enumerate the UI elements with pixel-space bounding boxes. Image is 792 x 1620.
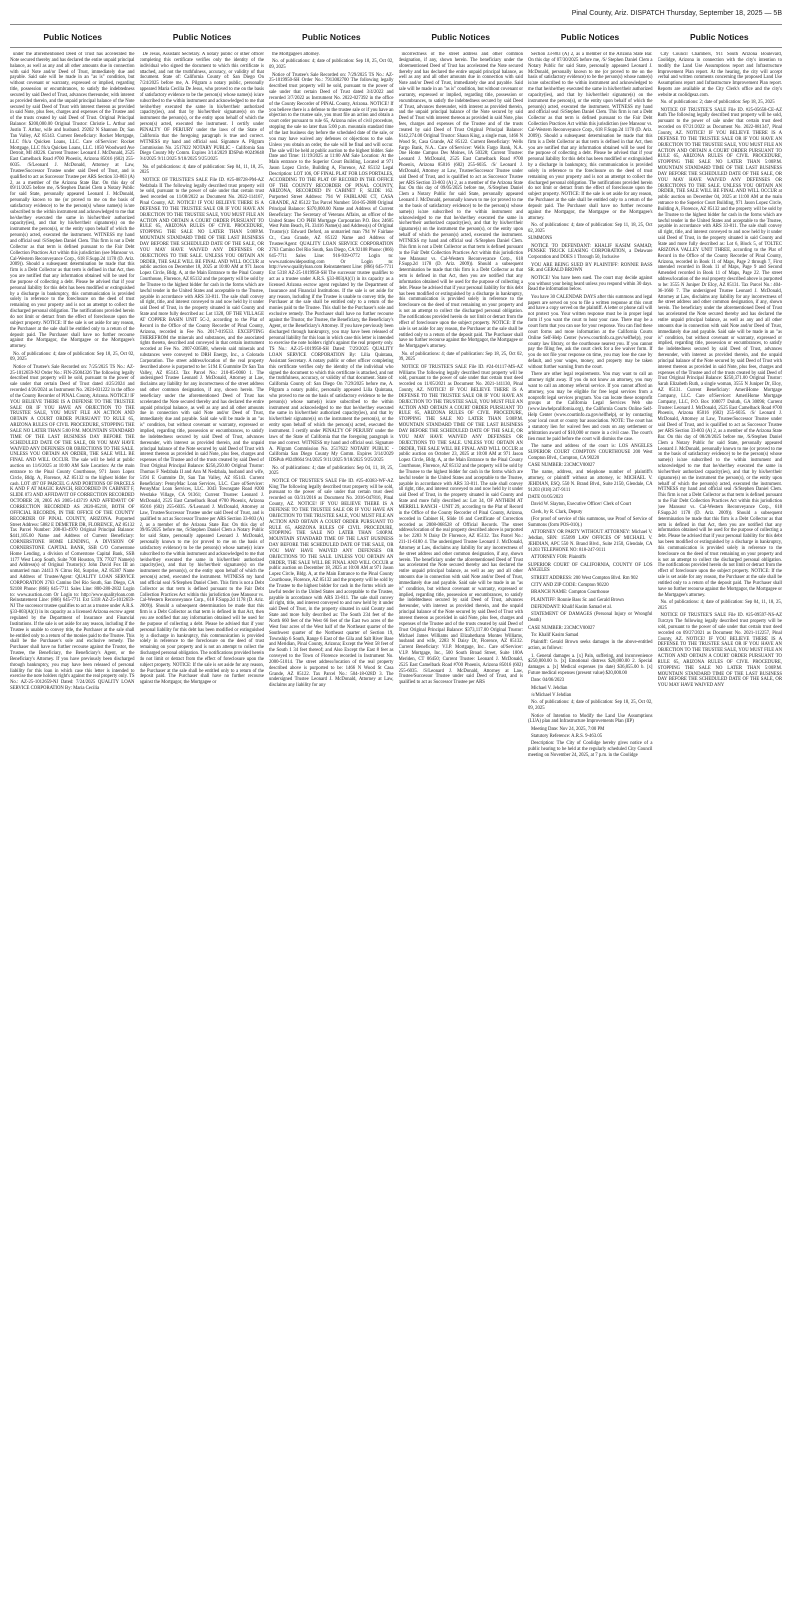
notice-paragraph: No. of publications: 2; date of publication: Sep 18, 25, 2025 xyxy=(660,100,775,106)
top-rule xyxy=(10,24,782,25)
notice-paragraph: There are other legal requirements. You may want to call an attorney right away. If you do not know an attorney, you may want to call an attorney referral service. If you cannot afford an attorney, you may be eligible for free legal services from a nonprofit legal services program. You can locate these nonprofit groups at the California Legal Services Web site (www.lawhelpcalifornia.org), the California Courts Online Self-Help Center (www.courtinfo.ca.gov/selfhelp), or by contacting your local court or county bar association. NOTE: The court has a statutory lien for waived fees and costs on any settlement or arbitration award of $10,000 or more in a civil case. The court's lien must be paid before the court will dismiss the case. xyxy=(528,372,653,442)
notice-paragraph: NOTICE! You have been sued. The court may decide against you without your being heard unless you respond within 30 days. Read the information below. xyxy=(528,275,653,293)
notice-paragraph: NOTICE OF TRUSTEE'S SALE File ID. #25-05658-CE-AZ Ruth The following legally described trust property will be sold, pursuant to the power of sale under that certain trust deed recorded on 07/21/2022 as Document No. 2022-081347, Pinal County, AZ. NOTICE! IF YOU BELIEVE THERE IS A DEFENSE TO THE TRUSTEE SALE OR IF YOU HAVE AN OBJECTION TO THE TRUSTEE SALE, YOU MUST FILE AN ACTION AND OBTAIN A COURT ORDER PURSUANT TO RULE 65, ARIZONA RULES OF CIVIL PROCEDURE, STOPPING THE SALE NO LATER THAN 5:00P.M. MOUNTAIN STANDARD TIME OF THE LAST BUSINESS DAY BEFORE THE SCHEDULED DATE OF THE SALE, OR YOU MAY HAVE WAIVED ANY DEFENSES OR OBJECTIONS TO THE SALE. UNLESS YOU OBTAIN AN ORDER, THE SALE WILL BE FINAL AND WILL OCCUR at public auction on December 04, 2025 at 11:00 AM at the main entrance to the Superior Court Building, 971 Jason Lopez Circle, Building A, Florence, AZ 85132 and the property will be sold by the Trustee to the highest bidder for cash in the forms which are lawful tender in the United States and acceptable to the Trustee, payable in accordance with ARS 33-811. The sale shall convey all right, title, and interest conveyed to and now held by it under said Deed of Trust, in the property situated in said County and State and more fully described as: Lot 6, Block 5, of TOLTEC ARIZONA VALLEY UNIT THREE, according to the Plat of Record in the Office of the County Recorder of Pinal County, Arizona, recorded in Book 11 of Maps, Page 2 through 7, First amended recorded in Book 11 of Maps, Page 9 and Second Amended recorded in Book 11 of Maps, Page 22. The street address/location of the real property described above is purported to be: 3555 N Juniper Dr Eloy, AZ 85131. Tax Parcel No.: 404-06-1660 7. The undersigned Trustee Leonard J. McDonald, Attorney at Law, disclaims any liability for any incorrectness of the street address and other common designation, if any, shown herein. The beneficiary under the aforementioned Deed of Trust has accelerated the Note secured thereby and has declared the entire unpaid principal balance, as well as any and all other amounts due in connection with said Note and/or Deed of Trust, immediately due and payable. Said sale will be made in an "as is" condition, but without covenant or warranty, expressed or implied, regarding title, possession or encumbrances, to satisfy the indebtedness secured by said Deed of Trust, advances thereunder, with interest as provided therein, and the unpaid principal balance of the Note secured by said Deed of Trust with interest thereon as provided in said Note, plus fees, charges and expenses of the Trustee and of the trusts created by said Deed of Trust Original Principal Balance: $250,371.00 Original Trustor: Sarah Elizabeth Ruth, a single woman, 3555 N Juniper Dr, Eloy, AZ 85131. Current Beneficiary: AmeriHome Mortgage Company, LLC. Care of/Servicer: AmeriHome Mortgage Company, LLC, P.O. Box 100077 Duluth, GA 30096; Current Trustee: Leonard J. McDonald, 2525 East Camelback Road #700 Phoenix, Arizona 85016 (602) 255-6035. /S/ Leonard J. McDonald, Attorney at Law, Trustee/Successor Trustee under said Deed of Trust, and is qualified to act as Successor Trustee per ARS Section 33-803 (A) 2, as a member of the Arizona State Bar. On this day of 08/20/2025 before me, /S/Stephen Daniel Clem a Notary Public for said State, personally appeared Leonard J. McDonald, personally known to me (or proved to me on the basis of satisfactory evidence) to be the person(s) whose name(s) is/are subscribed to the within instrument and acknowledged to me that he/she/they executed the same in his/her/their authorized capacity(ies), and that by his/her/their signature(s) on the instrument the person(s), or the entity upon behalf of which the person(s) acted, executed the instrument. WITNESS my hand and official seal /S/Stephen Daniel Clem. This firm is not a Debt Collector as that term is defined pursuant to the Fair Debt Collection Practices Act within this jurisdiction (see Mansour vs. Cal-Western Reconveyance Corp., 618 F.Supp.2d 1178 (D. Ariz. 2009)). Should a subsequent determination be made that this firm is a Debt Collector as that term is defined in that Act, then you are notified that any information obtained will be used for the purpose of collecting a debt. Please be advised that if your personal liability for this debt has been modified or extinguished by a discharge in bankruptcy, this communication is provided solely in reference to the foreclosure on the deed of trust remaining on your property and is not an attempt to collect the discharged personal obligation. The notifications provided herein do not limit or detract from the effect of foreclosure upon the subject property. NOTICE: If the sale is set aside for any reason, the Purchaser at the sale shall be entitled only to a return of the deposit paid. The Purchaser shall have no further recourse against the Mortgagor, the Mortgagee or the Mortgagee's attorney. xyxy=(657,107,782,598)
notice-paragraph: NOTICE OF TRUSTEE'S SALE File ID. #25-40383-WF-AZ King The following legally described trust property will be sold, pursuant to the power of sale under that certain trust deed recorded on 03/31/2016 as Document No. 2016-047816, Pinal County, AZ. NOTICE! IF YOU BELIEVE THERE IS A DEFENSE TO THE TRUSTEE SALE OR IF YOU HAVE AN OBJECTION TO THE TRUSTEE SALE, YOU MUST FILE AN ACTION AND OBTAIN A COURT ORDER PURSUANT TO RULE 65, ARIZONA RULES OF CIVIL PROCEDURE, STOPPING THE SALE NO LATER THAN 5:00P.M. MOUNTAIN STANDARD TIME OF THE LAST BUSINESS DAY BEFORE THE SCHEDULED DATE OF THE SALE, OR YOU MAY HAVE WAIVED ANY DEFENSES OR OBJECTIONS TO THE SALE. UNLESS YOU OBTAIN AN ORDER, THE SALE WILL BE FINAL AND WILL OCCUR at public auction on December 18, 2025 at 10:00 AM at 971 Jason Lopez Circle, Bldg. A, at the Main Entrance to the Pinal County Courthouse, Florence, AZ 85132 and the property will be sold by the Trustee to the highest bidder for cash in the forms which are lawful tender in the United States and acceptable to the Trustee, payable in accordance with ARS 33-811. The sale shall convey all right, title, and interest conveyed to and now held by it under said Deed of Trust, in the property situated in said County and State and more fully described as: The South 234 feet of the North 660 feet of the West 66 feet of the East two acres of the West four acres of the West half of the Northeast quarter of the Southwest quarter of the Northeast quarter of Section 19, Township 6 South, Range 6 East of the Gila and Salt River Base and Meridian, Pinal County, Arizona; Except the West 58 feet of the South 1 34 feet thereof; and Also Except the East 8 feet as conveyed to the Town of Florence recorded in Instrument No. 2000-51014. The street address/location of the real property described above is purported to be: 1466 N Wood St Casa Grande, AZ 85122. Tax Parcel No.: 504-18-028D 3. The undersigned Trustee Leonard J. McDonald, Attorney at Law, disclaims any liability for any xyxy=(269,478,394,689)
notice-paragraph: No. of publications: 4; date of publication: Sep 18, 25, Oct 02, 09, 2025 xyxy=(398,351,523,363)
notice-paragraph: SUPERIOR COURT OF CALIFORNIA, COUNTY OF LOS ANGELES xyxy=(528,562,653,574)
notice-paragraph: No. of publications: 4; date of publication: Sep 04, 11, 18, 25, 2025 xyxy=(269,465,394,477)
notice-paragraph: DATE 01/05/2023 xyxy=(528,495,563,501)
notice-paragraph: CASE NUMBER: 23CMCV00027 xyxy=(528,625,595,631)
notice-paragraph: under the aforementioned Deed of Trust has accelerated the Note secured thereby and has declared the entire unpaid principal balance, as well as any and all other amounts due in connection with said Note and/or Deed of Trust, immediately due and payable. Said sale will be made in an "as is" condition, but without covenant or warranty, expressed or implied, regarding title, possession or encumbrances, to satisfy the indebtedness secured by said Deed of Trust, advances thereunder, with interest as provided therein, and the unpaid principal balance of the Note secured by said Deed of Trust with interest thereon as provided in said Note, plus fees, charges and expenses of the Trustee and of the trusts created by said Deed of Trust. Original Principal Balance: $200,000.00 Original Trustor: Christie L. Arthur and Justin T. Arthur, wife and husband. 29202 N Shannon Dr, San Tan Valley, AZ 85143. Current Beneficiary: Rocket Mortgage, LLC f/k/a Quicken Loans, LLC. Care of/Servicer: Rocket Mortgage, LLC f/k/a Quicken Loans, LLC. 1050 Woodward Ave Detroit, MI 48226. Current Trustee: Leonard J. McDonald, 2525 East Camelback Road #700 Phoenix, Arizona 85016 (602) 255-6035. /S/Leonard J. McDonald, Attorney at Law, Trustee/Successor Trustee under said Deed of Trust, and is qualified to act as Successor Trustee per ARS Section 33-803 (A) 2, as a member of the Arizona State Bar. On this day of 09/11/2025 before me, /S/Stephen Daniel Clem a Notary Public for said State, personally appeared Leonard J. McDonald, personally known to me (or proved to me on the basis of satisfactory evidence) to be the person(s) whose name(s) is/are subscribed to the within instrument and acknowledged to me that he/she/they executed the same in his/her/their authorized capacity(ies), and that by his/her/their signature(s) on the instrument the person(s), or the entity upon behalf of which the person(s) acted, executed the instrument. WITNESS my hand and official seal /S/Stephen Daniel Clem. This firm is not a Debt Collector as that term is defined pursuant to the Fair Debt Collection Practices Act within this jurisdiction (see Mansour vs. Cal-Western Reconveyance Corp., 618 F.Supp.2d 1178 (D. Ariz. 2009)). Should a subsequent determination be made that this firm is a Debt Collector as that term is defined in that Act, then you are notified that any information obtained will be used for the purpose of collecting a debt. Please be advised that if your personal liability for this debt has been modified or extinguished by a discharge in bankruptcy, this communication is provided solely in reference to the foreclosure on the deed of trust remaining on your property and is not an attempt to collect the discharged personal obligation. The notifications provided herein do not limit or detract from the effect of foreclosure upon the subject property. NOTICE: If the sale is set aside for any reason, the Purchaser at the sale shall be entitled only to a return of the deposit paid. The Purchaser shall have no further recourse against the Mortgagor, the Mortgagee or the Mortgagee's attorney. xyxy=(10,52,135,350)
notice-paragraph: No. of publications: 4; date of publication: Sep 11, 18, 25, Oct 02, 2025 xyxy=(528,222,653,234)
running-head: Pinal County, Ariz. DISPATCH Thursday, September 18, 2025 — 5B xyxy=(571,10,782,17)
section-label: Public Notices xyxy=(690,32,749,42)
notice-paragraph: Notice of Trustee's Sale Recorded on: 7/25/2025 TS No.: AZ-25-1012659-NJ Order No.: FIN-25004326 The following legally described trust property will be sold, pursuant to the power of sale under that certain Deed of Trust dated 4/25/2024 and recorded 4/26/2024 as Instrument No. 2024-031222 in the office of the County Recorder of PINAL County, Arizona. NOTICE! IF YOU BELIEVE THERE IS A DEFENSE TO THE TRUSTEE SALE OR IF YOU HAVE AN OBJECTION TO THE TRUSTEE SALE, YOU MUST FILE AN ACTION AND OBTAIN A COURT ORDER PURSUANT TO RULE 65, ARIZONA RULES OF CIVIL PROCEDURE, STOPPING THE SALE NO LATER THAN 5:00 P.M. MOUNTAIN STANDARD TIME OF THE LAST BUSINESS DAY BEFORE THE SCHEDULED DATE OF THE SALE, OR YOU MAY HAVE WAIVED ANY DEFENSES OR OBJECTIONS TO THE SALE. UNLESS YOU OBTAIN AN ORDER, THE SALE WILL BE FINAL AND WILL OCCUR. The sale will be held at public auction on 11/6/2025 at 10:00 AM Sale Location: At the main entrance to the Pinal County Courthouse, 971 Jason Lopez Circle, Bldg. A, Florence, AZ 85132 to the highest bidder for cash. LOT 497 OF PARCEL G AND PORTIONS OF PARCELS K AND F AT MAGIC RANCH, RECORDED IN CABINET F, SLIDE 073 AND AFFIDAVIT OF CORRECTION RECORDED OCTOBER 20, 2005 AS 2005-143719 AND AFFIDAVIT OF CORRECTION RECORDED AS 2020-85218, BOTH OF OFFICIAL RECORDS, IN THE OFFICE OF THE COUNTY RECORDER OF PINAL COUNTY, ARIZONA. Purported Street Address: 5882 E DEMETER DR, FLORENCE, AZ 85132 Tax Parcel Number: 200-03-4970 Original Principal Balance: $441,105.00 Name and Address of Current Beneficiary: CORNERSTONE HOME LENDING, A DIVISION OF CORNERSTONE CAPITAL BANK, SSB C/O Cornerstone Home Lending, a division of Cornerstone Capital Bank, SSB 1177 West Loop South, Suite 700 Houston, TX 77027 Name(s) and Address(s) of Original Trustor(s): John David Fox III an unmarried man 24413 N Citrus Rd, Surprise, AZ 85387 Name and Address of Trustee/Agent: QUALITY LOAN SERVICE CORPORATION 2763 Camino Del Rio South, San Diego, CA 92108 Phone: (866) 645-7711 Sales Line: 800-280-2832 Login to: www.auction.com Or Login to: http://www.qualityloan.com Reinstatement Line: (866) 645-7711 Ext 5318 AZ-25-1012659-NJ The successor trustee qualifies to act as a trustee under A.R.S. §33-803(A)(1) in its capacity as a licensed Arizona escrow agent regulated by the Department of Insurance and Financial Institutions. If the sale is set aside for any reason, including if the Trustee is unable to convey title, the Purchaser at the sale shall be entitled only to a return of the monies paid to the Trustee. This shall be the Purchaser's sole and exclusive remedy. The Purchaser shall have no further recourse against the Trustor, the Trustee, the Beneficiary, the Beneficiary's Agent, or the Beneficiary's Attorney. If you have previously been discharged through bankruptcy, you may have been released of personal liability for this loan in which case this letter is intended to exercise the note holders right's against the real property only. TS No.: AZ-25-1012659-NJ Dated: 7/24/2025 QUALITY LOAN SERVICE CORPORATION By: Maria Cecilia xyxy=(10,364,135,692)
notice-paragraph: STATEMENT OF DAMAGES (Personal Injury or Wrongful Death) xyxy=(528,612,653,624)
notice-paragraph: You have 30 CALENDAR DAYS after this summons and legal papers are served on you to file a written response at this court and have a copy served on the plaintiff. A letter or phone call will not protect you. Your written response must be in proper legal form if you want the court to hear your case. There may be a court form that you can use for your response. You can find these court forms and more information at the California Courts Online Self-Help Center (www.courtinfo.ca.gov/selfhelp), your county law library, or the courthouse nearest you. If you cannot pay the filing fee, ask the court clerk for a fee waiver form. If you do not file your response on time, you may lose the case by default, and your wages, money, and property may be taken without further warning from the court. xyxy=(528,294,653,370)
notice-paragraph: (For proof of service of this summons, use Proof of Service of Summons (form POS-010).) xyxy=(528,517,653,528)
section-label: Public Notices xyxy=(431,32,490,42)
notice-paragraph: PLAINTIFF: Ronnie Bass Sr. and Gerald Brown xyxy=(531,597,624,603)
notice-paragraph: No. of publications: 4; date of publication: Sep 18, 25, Oct 02, 09, 2025 xyxy=(528,700,653,712)
notice-paragraph: Description: The City of Coolidge hereby gives notice of a public hearing to be held at the regularly scheduled City Council meeting on November 24, 2025, at 7 p.m. in the Coolidge xyxy=(528,741,653,759)
notice-paragraph: Clerk, by R. Clark, Deputy xyxy=(531,509,583,515)
notice-column xyxy=(140,52,265,1612)
notice-paragraph: NOTICE OF TRUSTEE'S SALE File ID. #25-09597-NS-AZ Turczyn The following legally described trust property will be sold, pursuant to the power of sale under that certain trust deed recorded on 09/27/2021 as Document No. 2021-112257, Pinal County, AZ. NOTICE! IF YOU BELIEVE THERE IS A DEFENSE TO THE TRUSTEE SALE OR IF YOU HAVE AN OBJECTION TO THE TRUSTEE SALE, YOU MUST FILE AN ACTION AND OBTAIN A COURT ORDER PURSUANT TO RULE 65, ARIZONA RULES OF CIVIL PROCEDURE, STOPPING THE SALE NO LATER THAN 5:00P.M. MOUNTAIN STANDARD TIME OF THE LAST BUSINESS DAY BEFORE THE SCHEDULED DATE OF THE SALE, OR YOU MAY HAVE WAIVED ANY xyxy=(657,613,782,689)
notice-paragraph: /s/Michael V Jehdian xyxy=(531,693,572,699)
notice-paragraph: No. of publications: 4; date of publication: Sep 18, 25, Oct 02, 09, 2025 xyxy=(10,351,135,363)
section-label: Public Notices xyxy=(43,32,102,42)
notice-paragraph: CASE NUMBER: 23CMCV00027 xyxy=(528,462,595,468)
notice-paragraph: the Mortgagee's attorney. xyxy=(272,52,320,57)
header-rule xyxy=(10,47,782,48)
notice-paragraph: David W. Slayton, Executive Officer/ Clerk of Court xyxy=(531,502,632,508)
notice-paragraph: ATTORNEY FOR: Plaintiffs xyxy=(531,555,587,561)
section-header-row xyxy=(10,28,782,46)
notice-paragraph: Section 33-803 (A) 2, as a member of the Arizona State Bar. On this day of 07/30/2025 before me, /S/ Stephen Daniel Clem a Notary Public for said State, personally appeared Leonard J. McDonald, personally known to me (or proved to me on the basis of satisfactory evidence) to be the person(s) whose name(s) is/are subscribed to the within instrument and acknowledged to me that he/she/they executed the same in his/her/their authorized capacity(ies), and that by his/her/their signature(s) on the instrument the person(s), or the entity upon behalf of which the person(s) acted, executed the instrument. WITNESS my hand and official seal /S/Stephen Daniel Clem. This firm is not a Debt Collector as that term is defined pursuant to the Fair Debt Collection Practices Act within this jurisdiction (see Mansour vs. Cal-Western Reconveyance Corp., 618 F.Supp.2d 1178 (D. Ariz. 2009)). Should a subsequent determination be made that this firm is a Debt Collector as that term is defined in that Act, then you are notified that any information obtained will be used for the purpose of collecting a debt. Please be advised that if your personal liability for this debt has been modified or extinguished by a discharge in bankruptcy, this communication is provided solely in reference to the foreclosure on the deed of trust remaining on your property and is not an attempt to collect the discharged personal obligation. The notifications provided herein do not limit or detract from the effect of foreclosure upon the subject property. NOTICE: If the sale is set aside for any reason, the Purchaser at the sale shall be entitled only to a return of the deposit paid. The Purchaser shall have no further recourse against the Mortgagor, the Mortgagee or the Mortgagee's attorney. xyxy=(528,52,653,221)
notice-paragraph: Meeting Date: Nov 24, 2025, 7:00 PM xyxy=(531,726,605,732)
notice-paragraph: DEFENDANT: Khalif Kasim Samad et al. xyxy=(531,605,613,611)
notice-paragraph: CITY AND ZIP CODE: Compton 90220 xyxy=(531,583,609,589)
notice-paragraph: Date: 04/06/2023 xyxy=(531,678,565,684)
notice-paragraph: No. of publications: 4; date of publication: Sep 04, 11, 18, 25, 2025 xyxy=(139,164,264,176)
notice-paragraph: To: Khalif Kasim Samad xyxy=(531,632,579,638)
notice-paragraph: The name and address of the court is: LOS ANGELES SUPERIOR COURT COMPTON COURTHOUSE 200 West Compton Blvd., Compton, CA 90220 xyxy=(528,443,653,461)
notice-paragraph: NOTICE TO DEFENDANT: KHALIF KASIM SAMAD; PENSKE TRUCK LEASING CORPORATION, a Delaware Corporation and DOES 1 Through 50, Inclusive xyxy=(528,243,653,261)
notice-paragraph: ATTORNEY OR PARTY WITHOUT ATTORNEY: Michael V. Jehdian, SBN: 155099 LAW OFFICES OF MICHAEL V. JEHDIAN, APC 550 N. Brand Blvd., Suite 2150, Glendale, CA 91203 TELEPHONE NO: 818-247-9111 xyxy=(528,530,653,553)
section-label: Public Notices xyxy=(172,32,232,42)
notice-paragraph: No. of publications: 4; date of publication: Sep 18, 25, Oct 02, 09, 2025 xyxy=(269,59,394,71)
notice-column xyxy=(269,52,394,1612)
notice-column xyxy=(528,52,653,1612)
notice-paragraph: De Jesus, Assistant Secretary. A notary public or other officer completing this certificate verifies only the identity of the individual who signed the document to which this certificate is attached, and not the truthfulness, accuracy, or validity of that document. State of: California County of: San Diego On 7/24/2025 before me, A. Pilgram a notary public, personally appeared Maria Cecilia De Jesus, who proved to me on the basis of satisfactory evidence to be the person(s) whose name(s) is/are subscribed to the within instrument and acknowledged to me that he/she/they executed the same in his/her/their authorized capacity(ies), and that by his/her/their signature(s) on the instrument the person(s), or the entity upon behalf of which the person(s) acted, executed the instrument. I certify under PENALTY OF PERJURY under the laws of the State of California that the foregoing paragraph is true and correct. WITNESS my hand and official seal. Signature A. Pilgram Commission No. 2517622 NOTARY PUBLIC - California San Diego County My Comm. Expires 3/14/2029 IDSPub #0249648 9/4/2025 9/11/2025 9/18/2025 9/25/2025 xyxy=(139,52,264,163)
notice-paragraph: The name, address, and telephone number of plaintiff's attorney, or plaintiff without an attorney, is: MICHAEL V. JEHDIAN, ESQ. 550 N. Brand Blvd., Suite 2150, Glendale, CA 91203 (818) 247-9111 xyxy=(528,470,653,493)
section-label: Public Notices xyxy=(302,32,361,42)
notice-column xyxy=(658,52,783,1612)
notice-paragraph: Notice of Intention to Modify the Land Use Assumptions (LUA) plan and Infrastructure Improvements Plan (IIP) xyxy=(528,713,653,725)
notice-paragraph: Notice of Trustee's Sale Recorded on: 7/29/2025 TS No.: AZ-25-1019950-SH Order No.: 7913002700 The following legally described trust property will be sold, pursuant to the power of sale under that certain Deed of Trust dated 3/4/2022 and recorded 3/7/2022 as Instrument No. 2022-027392 in the office of the County Recorder of PINAL County, Arizona. NOTICE! If you believe there is a defense to the trustee sale or if you have an objection to the trustee sale, you must file an action and obtain a court order pursuant to rule 65, Arizona rules of civil procedure, stopping the sale no later than 5:00 p.m. mountain standard time of the last business day before the scheduled date of the sale, or you may have waived any defenses or objections to the sale. Unless you obtain an order, the sale will be final and will occur. The sale will be held at public auction to the highest bidder. Sale Date and Time: 11/19/2025 at 11:00 AM Sale Location: At the Main entrance to the Superior Court Building, Located at 971 Jason Lopez Circle, Building A, Florence, AZ 85132 Legal Description: LOT 106, OF FINAL PLAT FOR LOS PORTALES, ACCORDING TO THE PLAT OF RECORD IN THE OFFICE OF THE COUNTY RECORDER OF PINAL COUNTY, ARIZONA, RECORDED IN CABINET F, SLIDE 162. Purported Street Address: 794 W FAIRLANE CT, CASA GRANDE, AZ 85122 Tax Parcel Number: 504-05-2880 Original Principal Balance: $370,000.00 Name and Address of Current Beneficiary: The Secretary of Veterans Affairs, an officer of the United States C/O PHH Mortgage Corporation P.O. Box 24605 West Palm Beach, FL 33416 Name(s) and Address(s) of Original Trustor(s): Edward Deford, an unmarried man 794 W Fairlane Ct., Casa Grande, AZ 85122 Name and Address of Trustee/Agent: QUALITY LOAN SERVICE CORPORATION 2763 Camino Del Rio South, San Diego, CA 92108 Phone: (866) 645-7711 Sales Line: 916-939-0772 Login to: www.nationwideposting.com Or Login to: http://www.qualityloan.com Reinstatement Line: (866) 645-7711 Ext 5318 AZ-25-1019950-SH The successor trustee qualifies to act as a trustee under A.R.S. §33-803(A)(1) in its capacity as a licensed Arizona escrow agent regulated by the Department of Insurance and Financial Institutions. If the sale is set aside for any reason, including if the Trustee is unable to convey title, the Purchaser at the sale shall be entitled only to a return of the monies paid to the Trustee. This shall be the Purchaser's sole and exclusive remedy. The Purchaser shall have no further recourse against the Trustor, the Trustee, the Beneficiary, the Beneficiary's Agent, or the Beneficiary's Attorney. If you have previously been discharged through bankruptcy, you may have been released of personal liability for this loan in which case this letter is intended to exercise the note holders right's against the real property only. TS No.: AZ-25-1019950-SH Dated: 7/29/2025 QUALITY LOAN SERVICE CORPORATION By: Lilia Quintana, Assistant Secretary. A notary public or other officer completing this certificate verifies only the identity of the individual who signed the document to which this certificate is attached, and not the truthfulness, accuracy, or validity of that document. State of: California County of: San Diego On 7/29/2025 before me, A. Pilgram a notary public, personally appeared Lilia Quintana, who proved to me on the basis of satisfactory evidence to be the person(s) whose name(s) is/are subscribed to the within instrument and acknowledged to me that he/she/they executed the same in his/her/their authorized capacity(ies), and that by his/her/their signature(s) on the instrument the person(s), or the entity upon behalf of which the person(s) acted, executed the instrument. I certify under PENALTY OF PERJURY under the laws of the State of California that the foregoing paragraph is true and correct. WITNESS my hand and official seal. Signature A. Pilgram Commission No. 2517622 NOTARY PUBLIC - California San Diego County My Comm. Expires 3/14/2029 IDSPub #0249664 9/4/2025 9/11/2025 9/18/2025 9/25/2025 xyxy=(269,72,394,464)
notice-paragraph: Plaintiff: Gerald Brown seeks damages in the above-entitled action, as follows: xyxy=(528,640,653,652)
notice-column xyxy=(399,52,524,1612)
notice-paragraph: SUMMONS xyxy=(528,236,553,242)
notice-paragraph: STREET ADDRESS: 200 West Compton Blvd. Rm 902 xyxy=(531,575,638,581)
section-label: Public Notices xyxy=(560,32,620,42)
notice-paragraph: 1. General damages a. [x] Pain, suffering, and inconvenience $250,000.00 b. [x] Emotional distress $20,000.00 2. Special damages a. [x] Medical expenses (to date) $36,855.00 b. [x] Future medical expenses (present value) $20,000.00 xyxy=(528,653,653,677)
notice-paragraph: BRANCH NAME: Compton Courthouse xyxy=(531,590,610,596)
notice-paragraph: Michael V. Jehdian xyxy=(531,685,568,691)
notice-column xyxy=(10,52,135,1612)
notice-paragraph: incorrectness of the street address and other common designation, if any, shown herein. The beneficiary under the aforementioned Deed of Trust has accelerated the Note secured thereby and has declared the entire unpaid principal balance, as well as any and all other amounts due in connection with said Note and/or Deed of Trust, immediately due and payable. Said sale will be made in an "as is" condition, but without covenant or warranty, expressed or implied, regarding title, possession or encumbrances, to satisfy the indebtedness secured by said Deed of Trust, advances thereunder, with interest as provided therein, and the unpaid principal balance of the Note secured by said Deed of Trust with interest thereon as provided in said Note, plus fees, charges and expenses of the Trustee and of the trusts created by said Deed of Trust Original Principal Balance: $142,274.00 Original Trustor: Shaun King, a single man, 1466 N Wood St, Casa Grande, AZ 85122. Current Beneficiary: Wells Fargo Bank, N.A.. Care of/Servicer: Wells Fargo Bank, N.A. One Home Campus Des Moines, IA 50328; Current Trustee: Leonard J. McDonald, 2525 East Camelback Road #700 Phoenix, Arizona 85016 (602) 255-6035. /S/ Leonard J. McDonald, Attorney at Law, Trustee/Successor Trustee under said Deed of Trust, and is qualified to act as Successor Trustee per ARS Section 33-803 (A) 2, as a member of the Arizona State Bar. On this day of 09/05/2025 before me, /S/Stephen Daniel Clem a Notary Public for said State, personally appeared Leonard J. McDonald, personally known to me (or proved to me on the basis of satisfactory evidence) to be the person(s) whose name(s) is/are subscribed to the within instrument and acknowledged to me that he/she/they executed the same in his/her/their authorized capacity(ies), and that by his/her/their signature(s) on the instrument the person(s), or the entity upon behalf of which the person(s) acted, executed the instrument. WITNESS my hand and official seal /S/Stephen Daniel Clem. This firm is not a Debt Collector as that term is defined pursuant to the Fair Debt Collection Practices Act within this jurisdiction (see Mansour vs. Cal-Western Reconveyance Corp., 618 F.Supp.2d 1178 (D. Ariz. 2009)). Should a subsequent determination be made that this firm is a Debt Collector as that term is defined in that Act, then you are notified that any information obtained will be used for the purpose of collecting a debt. Please be advised that if your personal liability for this debt has been modified or extinguished by a discharge in bankruptcy, this communication is provided solely in reference to the foreclosure on the deed of trust remaining on your property and is not an attempt to collect the discharged personal obligation. The notifications provided herein do not limit or detract from the effect of foreclosure upon the subject property. NOTICE: If the sale is set aside for any reason, the Purchaser at the sale shall be entitled only to a return of the deposit paid. The Purchaser shall have no further recourse against the Mortgagor, the Mortgagee or the Mortgagee's attorney. xyxy=(398,52,523,350)
notice-paragraph: NOTICE OF TRUSTEE'S SALE File ID. #25-08728-PM-AZ Nedzbala II The following legally described trust property will be sold, pursuant to the power of sale under that certain trust deed recorded on 11/08/2022 as Document No. 2022-114167, Pinal County, AZ. NOTICE! IF YOU BELIEVE THERE IS A DEFENSE TO THE TRUSTEE SALE OR IF YOU HAVE AN OBJECTION TO THE TRUSTEE SALE, YOU MUST FILE AN ACTION AND OBTAIN A COURT ORDER PURSUANT TO RULE 65, ARIZONA RULES OF CIVIL PROCEDURE, STOPPING THE SALE NO LATER THAN 5:00P.M. MOUNTAIN STANDARD TIME OF THE LAST BUSINESS DAY BEFORE THE SCHEDULED DATE OF THE SALE, OR YOU MAY HAVE WAIVED ANY DEFENSES OR OBJECTIONS TO THE SALE. UNLESS YOU OBTAIN AN ORDER, THE SALE WILL BE FINAL AND WILL OCCUR at public auction on December 18, 2025 at 10:00 AM at 971 Jason Lopez Circle, Bldg. A, at the Main Entrance to the Pinal County Courthouse, Florence, AZ 85132 and the property will be sold by the Trustee to the highest bidder for cash in the forms which are lawful tender in the United States and acceptable to the Trustee, payable in accordance with ARS 33-811. The sale shall convey all right, title, and interest conveyed to and now held by it under said Deed of Trust, in the property situated in said County and State and more fully described as: Lot 1328, OF THE VILLAGE AT COPPER BASIN UNIT 5C-2, according to the Plat of Record in the Office of the County Recorder of Pinal County, Arizona, recorded in Fee No. 2017-019533. EXCEPTING THEREFROM the minerals and substances, and the associated rights thereto, described and conveyed in that certain instrument recorded at Fee No. 2007-036588, wherein said minerals and substances were conveyed to DRH Energy, Inc., a Colorado Corporation. The street address/location of the real property described above is purported to be: 5194 E Gummite Dr San Tan Valley, AZ 85143. Tax Parcel No.: 210-85-0060 1. The undersigned Trustee Leonard J. McDonald, Attorney at Law, disclaims any liability for any incorrectness of the street address and other common designation, if any, shown herein. The beneficiary under the aforementioned Deed of Trust has accelerated the Note secured thereby and has declared the entire unpaid principal balance, as well as any and all other amounts due in connection with said Note and/or Deed of Trust, immediately due and payable. Said sale will be made in an "as is" condition, but without covenant or warranty, expressed or implied, regarding title, possession or encumbrances, to satisfy the indebtedness secured by said Deed of Trust, advances thereunder, with interest as provided therein, and the unpaid principal balance of the Note secured by said Deed of Trust with interest thereon as provided in said Note, plus fees, charges and expenses of the Trustee and of the trusts created by said Deed of Trust Original Principal Balance: $256,250.00 Original Trustor: Thomas F Nedzbala II and Ann M Nedzbala, husband and wife, 5194 E Gummite Dr, San Tan Valley, AZ 85143. Current Beneficiary: PennyMac Loan Services, LLC. Care of/Servicer: PennyMac Loan Services, LLC. 3043 Townsgate Road #200 Westlake Village, CA 91361; Current Trustee: Leonard J. McDonald, 2525 East Camelback Road #700 Phoenix, Arizona 85016 (602) 255-6035. /S/Leonard J. McDonald, Attorney at Law, Trustee/Successor Trustee under said Deed of Trust, and is qualified to act as Successor Trustee per ARS Section 33-803 (A) 2, as a member of the Arizona State Bar. On this day of 09/05/2025 before me, /S/Stephen Daniel Clem a Notary Public for said State, personally appeared Leonard J. McDonald, personally known to me (or proved to me on the basis of satisfactory evidence) to be the person(s) whose name(s) is/are subscribed to the within instrument and acknowledged to me that he/she/they executed the same in his/her/their authorized capacity(ies), and that by his/her/their signature(s) on the instrument the person(s), or the entity upon behalf of which the person(s) acted, executed the instrument. WITNESS my hand and official seal /S/Stephen Daniel Clem. This firm is not a Debt Collector as that term is defined pursuant to the Fair Debt Collection Practices Act within this jurisdiction (see Mansour vs. Cal-Western Reconveyance Corp., 618 F.Supp.2d 1178 (D. Ariz. 2009)). Should a subsequent determination be made that this firm is a Debt Collector as that term is defined in that Act, then you are notified that any information obtained will be used for the purpose of collecting a debt. Please be advised that if your personal liability for this debt has been modified or extinguished by a discharge in bankruptcy, this communication is provided solely in reference to the foreclosure on the deed of trust remaining on your property and is not an attempt to collect the discharged personal obligation. The notifications provided herein do not limit or detract from the effect of foreclosure upon the subject property. NOTICE: If the sale is set aside for any reason, the Purchaser at the sale shall be entitled only to a return of the deposit paid. The Purchaser shall have no further recourse against the Mortgagor, the Mortgagee or xyxy=(139,177,264,686)
notice-paragraph: YOU ARE BEING SUED BY PLAINTIFF: RONNIE BASS SR. and GERALD BROWN xyxy=(528,262,653,274)
notice-paragraph: City Council Chambers, 911 South Arizona Boulevard, Coolidge, Arizona in connection with the city's intention to modify the Land Use Assumptions report and Infrastructure Improvement Plan report. At the hearing, the city will accept verbal and written comments concerning the proposed Land Use Assumptions report and Infrastructure Improvement Plan report. Reports are available at the City Clerk's office and the city's website at coolidgeaz.com. xyxy=(657,52,782,98)
notice-columns xyxy=(10,52,782,1612)
notice-paragraph: NOTICE OF TRUSTEE'S SALE File ID. #24-01117-MS-AZ Williams The following legally described trust property will be sold, pursuant to the power of sale under that certain trust deed recorded on 11/05/2021 as Document No. 2021-141130, Pinal County, AZ. NOTICE! IF YOU BELIEVE THERE IS A DEFENSE TO THE TRUSTEE SALE OR IF YOU HAVE AN OBJECTION TO THE TRUSTEE SALE, YOU MUST FILE AN ACTION AND OBTAIN A COURT ORDER PURSUANT TO RULE 65, ARIZONA RULES OF CIVIL PROCEDURE, STOPPING THE SALE NO LATER THAN 5:00P.M. MOUNTAIN STANDARD TIME OF THE LAST BUSINESS DAY BEFORE THE SCHEDULED DATE OF THE SALE, OR YOU MAY HAVE WAIVED ANY DEFENSES OR OBJECTIONS TO THE SALE. UNLESS YOU OBTAIN AN ORDER, THE SALE WILL BE FINAL AND WILL OCCUR at public auction on October 23, 2025 at 10:00 AM at 971 Jason Lopez Circle, Bldg. A, at the Main Entrance to the Pinal County Courthouse, Florence, AZ 85132 and the property will be sold by the Trustee to the highest bidder for cash in the forms which are lawful tender in the United States and acceptable to the Trustee, payable in accordance with ARS 33-811. The sale shall convey all right, title, and interest conveyed to and now held by it under said Deed of Trust, in the property situated in said County and State and more fully described as: Lot 34, OF ANTHEM AT MERRILL RANCH - UNIT 29, according to the Plat of Record in the Office of the County Recorder of Pinal County, Arizona, recorded in Cabinet H, Slide 16 and Certificate of Correction recorded as 2008-068528 of Official Records. The street address/location of the real property described above is purported to be: 2283 N Daisy Dr Florence, AZ 85132. Tax Parcel No.: 211-11-6180 4. The undersigned Trustee Leonard J. McDonald, Attorney at Law, disclaims any liability for any incorrectness of the street address and other common designation, if any, shown herein. The beneficiary under the aforementioned Deed of Trust has accelerated the Note secured thereby and has declared the entire unpaid principal balance, as well as any and all other amounts due in connection with said Note and/or Deed of Trust, immediately due and payable. Said sale will be made in an "as is" condition, but without covenant or warranty, expressed or implied, regarding title, possession or encumbrances, to satisfy the indebtedness secured by said Deed of Trust, advances thereunder, with interest as provided therein, and the unpaid principal balance of the Note secured by said Deed of Trust with interest thereon as provided in said Note, plus fees, charges and expenses of the Trustee and of the trusts created by said Deed of Trust Original Principal Balance: $373,117.00 Original Trustor: Michael James Williams and Elizabethann Montes Williams, husband and wife, 2283 N Daisy Dr, Florence, AZ 85132. Current Beneficiary: V.I.P. Mortgage, Inc.. Care of/Servicer: V.I.P. Mortgage, Inc., 500 South Broad Street, Suite 100A Meriden, CT 06450; Current Trustee: Leonard J. McDonald, 2525 East Camelback Road #700 Phoenix, Arizona 85016 (602) 255-6035. /S/Leonard J. McDonald, Attorney at Law, Trustee/Successor Trustee under said Deed of Trust, and is qualified to act as Successor Trustee per ARS xyxy=(398,364,523,686)
notice-paragraph: Statutory Reference: A.R.S. 9-463.05 xyxy=(531,734,603,740)
notice-paragraph: No. of publications: 4; date of publication: Sep 04, 11, 18, 25, 2025 xyxy=(657,599,782,611)
